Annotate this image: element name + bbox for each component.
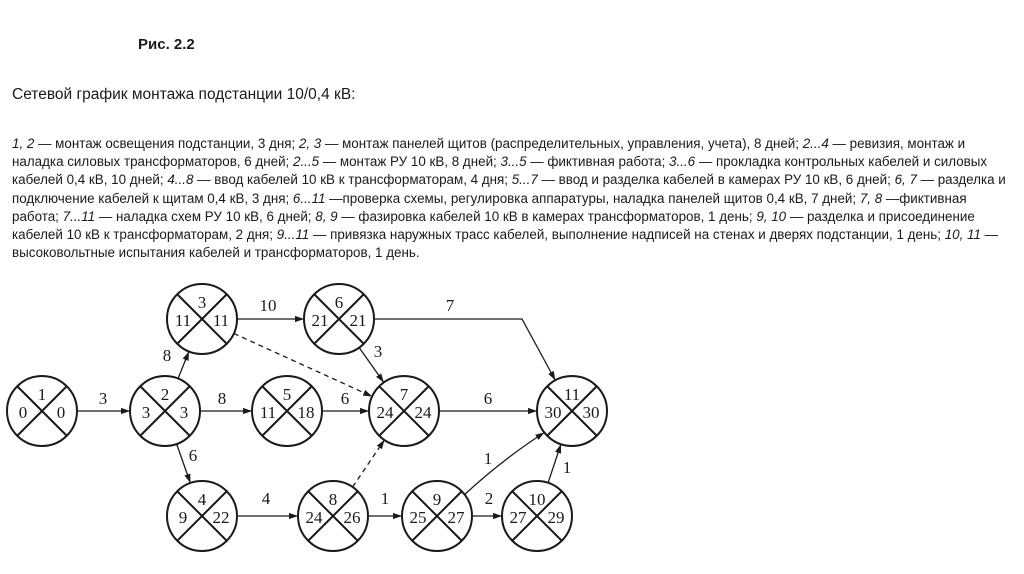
edge-4-8: [237, 489, 298, 516]
node-early-time: 24: [305, 508, 323, 527]
edge-arrow: [178, 351, 189, 378]
edge-duration-label: 8: [217, 389, 227, 408]
activity-code: 4...8: [167, 172, 194, 188]
activity-code: 8, 9: [315, 208, 338, 224]
edge-arrow: [548, 444, 561, 483]
node-number: 2: [160, 385, 170, 404]
activity-text: — разделка и подключение кабелей к щитам 0,4 кВ, 3 дня;: [12, 172, 1006, 206]
node-1: [7, 376, 77, 446]
node-7: [369, 376, 439, 446]
node-9: [402, 481, 472, 551]
edge-9-10: [472, 489, 502, 516]
node-early-time: 11: [174, 311, 192, 330]
activity-text: — монтаж панелей щитов (распределительных, управления, учета), 8 дней;: [321, 136, 803, 151]
node-number: 5: [282, 385, 292, 404]
activity-code: 2...4: [802, 136, 829, 151]
edge-duration-label: 3: [373, 342, 383, 361]
activity-text: — привязка наружных трасс кабелей, выполнение надписей на стенах и дверях подстанции, 1 день;: [309, 227, 945, 243]
activity-text: — фиктивная работа;: [526, 154, 670, 170]
edge-2-3: [163, 346, 189, 379]
activity-code: 9...11: [276, 227, 310, 243]
node-early-time: 9: [178, 508, 188, 527]
edge-6-7: [359, 342, 384, 382]
edge-duration-label: 3: [98, 389, 108, 408]
activity-text: — фазировка кабелей 10 кВ в камерах трансформаторов, 1 день;: [337, 208, 757, 224]
activity-text: — монтаж РУ 10 кВ, 8 дней;: [319, 154, 501, 170]
node-number: 10: [528, 490, 546, 509]
node-number: 11: [563, 385, 581, 404]
node-11: [537, 376, 607, 446]
node-early-time: 27: [509, 508, 527, 527]
activity-code: 7, 8: [859, 190, 883, 206]
node-late-time: 26: [343, 508, 361, 527]
activity-code: 1, 2: [12, 136, 35, 151]
edge-duration-label: 4: [261, 489, 271, 508]
node-late-time: 18: [297, 403, 315, 422]
node-early-time: 0: [18, 403, 28, 422]
node-late-time: 27: [447, 508, 465, 527]
edge-duration-label: 1: [562, 458, 572, 477]
node-late-time: 30: [582, 403, 600, 422]
node-early-time: 24: [376, 403, 394, 422]
edge-2-4: [177, 444, 198, 483]
edge-duration-label: 2: [484, 489, 494, 508]
edge-duration-label: 8: [162, 346, 172, 365]
node-late-time: 29: [547, 508, 565, 527]
activity-text: — ввод кабелей 10 кВ к трансформаторам, 4 дня;: [193, 172, 512, 188]
edge-3-6: [237, 296, 304, 319]
activity-code: 3...6: [669, 154, 696, 170]
node-late-time: 21: [349, 311, 367, 330]
node-early-time: 11: [259, 403, 277, 422]
edge-8-9: [368, 489, 402, 516]
activity-text: — прокладка контрольных кабелей и силовых кабелей 0,4 кВ, 10 дней;: [12, 154, 988, 188]
activity-text: — наладка схем РУ 10 кВ, 6 дней;: [95, 208, 316, 224]
node-6: [304, 284, 374, 354]
activity-code: 10, 11: [944, 227, 981, 243]
node-10: [502, 481, 572, 551]
node-early-time: 25: [409, 508, 427, 527]
node-number: 1: [37, 385, 47, 404]
node-number: 3: [197, 293, 207, 312]
node-early-time: 21: [311, 311, 329, 330]
activity-code: 9, 10: [756, 208, 787, 224]
node-number: 8: [328, 490, 338, 509]
edge-arrow: [353, 440, 385, 487]
node-2: [130, 376, 200, 446]
node-early-time: 30: [544, 403, 562, 422]
activity-text: —проверка схемы, регулировка аппаратуры, наладка панелей щитов 0,4 кВ, 7 дней;: [325, 190, 860, 206]
activity-code: 3...5: [500, 154, 527, 170]
edge-duration-label: 1: [483, 449, 493, 468]
node-late-time: 11: [212, 311, 230, 330]
activity-text: — ревизия, монтаж и наладка силовых трансформаторов, 6 дней;: [12, 136, 966, 170]
edge-duration-label: 1: [380, 489, 390, 508]
page-title: Сетевой график монтажа подстанции 10/0,4 кВ:: [12, 86, 356, 103]
activity-code: 6...11: [292, 190, 326, 206]
node-4: [167, 481, 237, 551]
node-late-time: 3: [179, 403, 189, 422]
activity-code: 2...5: [293, 154, 320, 170]
activity-text: — разделка и присоединение кабелей 10 кВ к трансформаторам, 2 дня;: [12, 208, 975, 243]
edge-duration-label: 6: [340, 389, 350, 408]
edge-1-2: [77, 389, 130, 411]
activity-code: 6, 7: [894, 172, 917, 188]
edge-10-11: [548, 444, 571, 483]
activity-code: 5...7: [511, 172, 538, 188]
edge-5-7: [322, 389, 369, 411]
edge-duration-label: 7: [445, 296, 455, 315]
node-number: 9: [432, 490, 442, 509]
edge-arrow: [374, 319, 555, 380]
activity-text: — монтаж освещения подстанции, 3 дня;: [34, 136, 299, 151]
activity-code: 7...11: [62, 208, 96, 224]
node-8: [298, 481, 368, 551]
activity-code: 2, 3: [298, 136, 322, 151]
node-early-time: 3: [141, 403, 151, 422]
edge-duration-label: 6: [188, 446, 198, 465]
edge-duration-label: 10: [259, 296, 277, 315]
activity-text: —фиктивная работа;: [12, 190, 967, 224]
edge-6-11: [374, 296, 555, 380]
activity-text: — ввод и разделка кабелей в камерах РУ 10 кВ, 6 дней;: [537, 172, 895, 188]
edge-duration-label: 6: [483, 389, 493, 408]
node-5: [252, 376, 322, 446]
activity-text: — высоковольтные испытания кабелей и трансформаторов, 1 день.: [12, 227, 999, 261]
node-late-time: 0: [56, 403, 66, 422]
node-number: 6: [334, 293, 344, 312]
edge-8-7: [353, 440, 385, 487]
edge-7-11: [439, 389, 537, 411]
node-3: [167, 284, 237, 354]
node-late-time: 24: [414, 403, 432, 422]
edge-2-5: [200, 389, 252, 411]
node-number: 4: [197, 490, 207, 509]
node-late-time: 22: [212, 508, 230, 527]
node-number: 7: [399, 385, 409, 404]
figure-label: Рис. 2.2: [138, 36, 195, 53]
